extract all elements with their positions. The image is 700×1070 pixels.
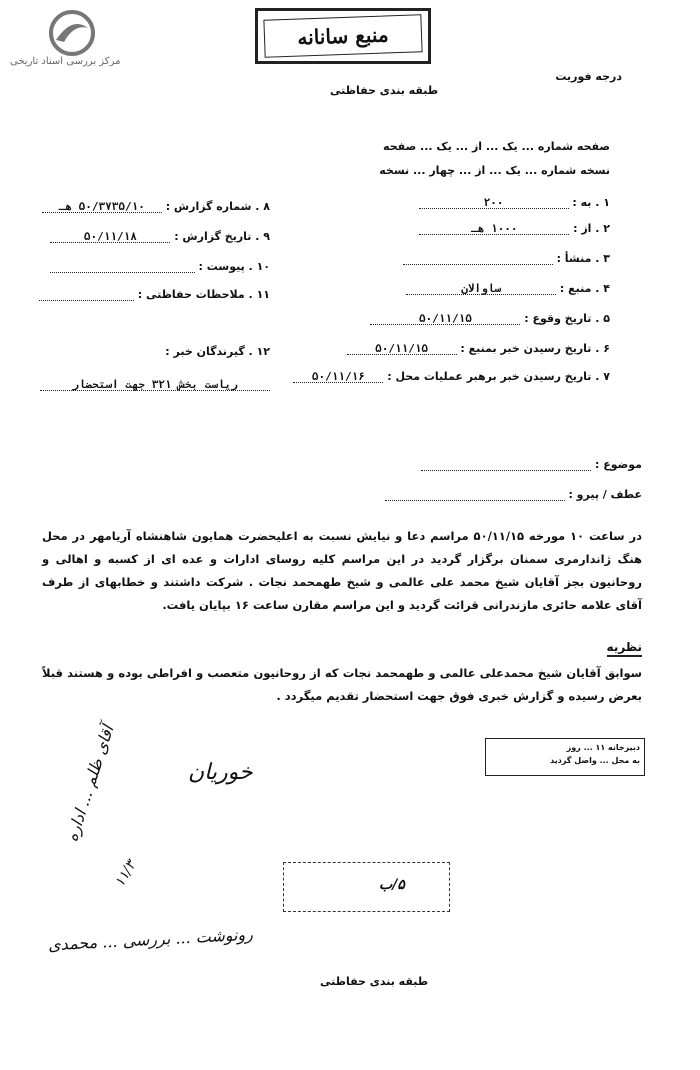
origin-label: ۳ . منشأ : <box>556 252 610 265</box>
classification-top: طبقه بندی حفاظتی <box>330 84 439 97</box>
logo-caption: مرکز بررسی اسناد تاریخی <box>10 56 121 67</box>
copy-number: نسخه شماره ... یک ... از ... چهار ... نسخه <box>379 164 610 177</box>
notes-line <box>39 288 134 301</box>
reference-field <box>385 488 642 501</box>
report-body: در ساعت ۱۰ مورخه ۵۰/۱۱/۱۵ مراسم دعا و نیایش نسبت به اعلیحضرت همایون شاهنشاه آریامهر در محل هنگ ژاندارمری سمنان برگزار گردید در این مراسم کلیه روسای ادارات و عده ای از کسبه و اهالی و روحانیون بجز آقایان شیخ محمد علی عالمی و شیخ طهمحمد نجات . شرکت داشتند و خطابهای از طرف آقای علامه حائری مازندرانی قرائت گردید و این مراسم مقارن ساعت ۱۶ بپایان یافت. <box>42 529 643 612</box>
reference-label: عطف / پیرو : <box>568 488 642 501</box>
from-label: ۲ . از : <box>573 222 610 235</box>
attachment-label: ۱۰ . پیوست : <box>198 260 270 273</box>
receipt-source-line <box>347 342 457 355</box>
from-line <box>419 222 569 235</box>
subject-field <box>421 458 642 471</box>
handwritten-note-2: آقای ظلم ... اداره <box>62 723 118 844</box>
stamp-line-2: به محل ... واصل گردید <box>550 756 640 765</box>
report-number-label: ۸ . شماره گزارش : <box>165 200 270 213</box>
report-date-line <box>50 230 170 243</box>
attachment-line <box>50 260 195 273</box>
recipients-label: ۱۲ . گیرندگان خبر : <box>165 345 270 358</box>
attachment-field <box>50 260 270 273</box>
handwritten-note-4: رونوشت ... بررسی ... محمدی <box>47 924 254 955</box>
receipt-source-label: ۶ . تاریخ رسیدن خبر بمنبع : <box>460 342 610 355</box>
received-stamp <box>485 738 645 776</box>
dashed-stamp-box <box>283 862 450 912</box>
subject-line <box>421 458 591 471</box>
origin-line <box>403 252 553 265</box>
event-date-value: ۵۰/۱۱/۱۵ <box>418 312 472 325</box>
stamp-line-1: دبیرخانه ۱۱ ... روز <box>566 743 640 752</box>
classification-bottom: طبقه بندی حفاظتی <box>320 975 429 988</box>
receipt-ops-line <box>293 370 383 383</box>
report-number-field <box>42 200 270 213</box>
source-line <box>406 282 556 295</box>
recipients-value: ریاست بخش ۳۲۱ جهت استحضار <box>72 378 238 391</box>
priority-label: درجه فوریت <box>555 70 622 83</box>
event-date-field <box>370 312 610 325</box>
from-value: ۱۰۰۰ هـ <box>471 222 518 235</box>
source-label: ۴ . منبع : <box>559 282 610 295</box>
comment-text: سوابق آقایان شیخ محمدعلی عالمی و طهمحمد نجات که از روحانیون متعصب و افراطی بوده و هستند قبلاً بعرض رسیده و گزارش خبری فوق جهت استحضار تقدیم میگردد . <box>42 666 642 703</box>
event-date-line <box>370 312 520 325</box>
receipt-source-field <box>347 342 610 355</box>
to-value: ۲۰۰ <box>483 196 504 209</box>
notes-field <box>39 288 270 301</box>
origin-field <box>403 252 610 265</box>
page-number: صفحه شماره ... یک ... از ... یک ... صفحه <box>383 140 610 153</box>
archive-logo-icon <box>44 10 100 56</box>
receipt-source-value: ۵۰/۱۱/۱۵ <box>375 342 429 355</box>
to-field <box>419 196 610 209</box>
report-date-label: ۹ . تاریخ گزارش : <box>174 230 270 243</box>
notes-label: ۱۱ . ملاحظات حفاظتی : <box>137 288 270 301</box>
event-date-label: ۵ . تاریخ وقوع : <box>524 312 610 325</box>
to-line <box>419 196 569 209</box>
receipt-ops-field <box>293 370 610 383</box>
recipients-field <box>40 378 270 391</box>
report-number-line <box>42 200 162 213</box>
stamp-title: منبع سانانه <box>263 14 422 57</box>
source-field <box>406 282 610 295</box>
comment-heading: نظریه <box>607 640 642 657</box>
handwritten-note-3: ۱۱/۳ <box>111 858 140 890</box>
to-label: ۱ . به : <box>572 196 610 209</box>
box-mark: ۵/ب <box>379 877 405 893</box>
reference-line <box>385 488 565 501</box>
title-stamp <box>255 8 431 64</box>
report-date-field <box>50 230 270 243</box>
handwritten-note-1: خوریان <box>188 760 253 785</box>
source-value: ساوالان <box>461 282 501 295</box>
report-date-value: ۵۰/۱۱/۱۸ <box>83 230 137 243</box>
report-number-value: ۵۰/۳۷۳۵/۱۰ هـ <box>58 200 145 213</box>
subject-label: موضوع : <box>595 458 642 471</box>
receipt-ops-value: ۵۰/۱۱/۱۶ <box>311 370 365 383</box>
from-field <box>419 222 610 235</box>
recipients-line <box>40 378 270 391</box>
receipt-ops-label: ۷ . تاریخ رسیدن خبر برهبر عملیات محل : <box>387 370 610 383</box>
